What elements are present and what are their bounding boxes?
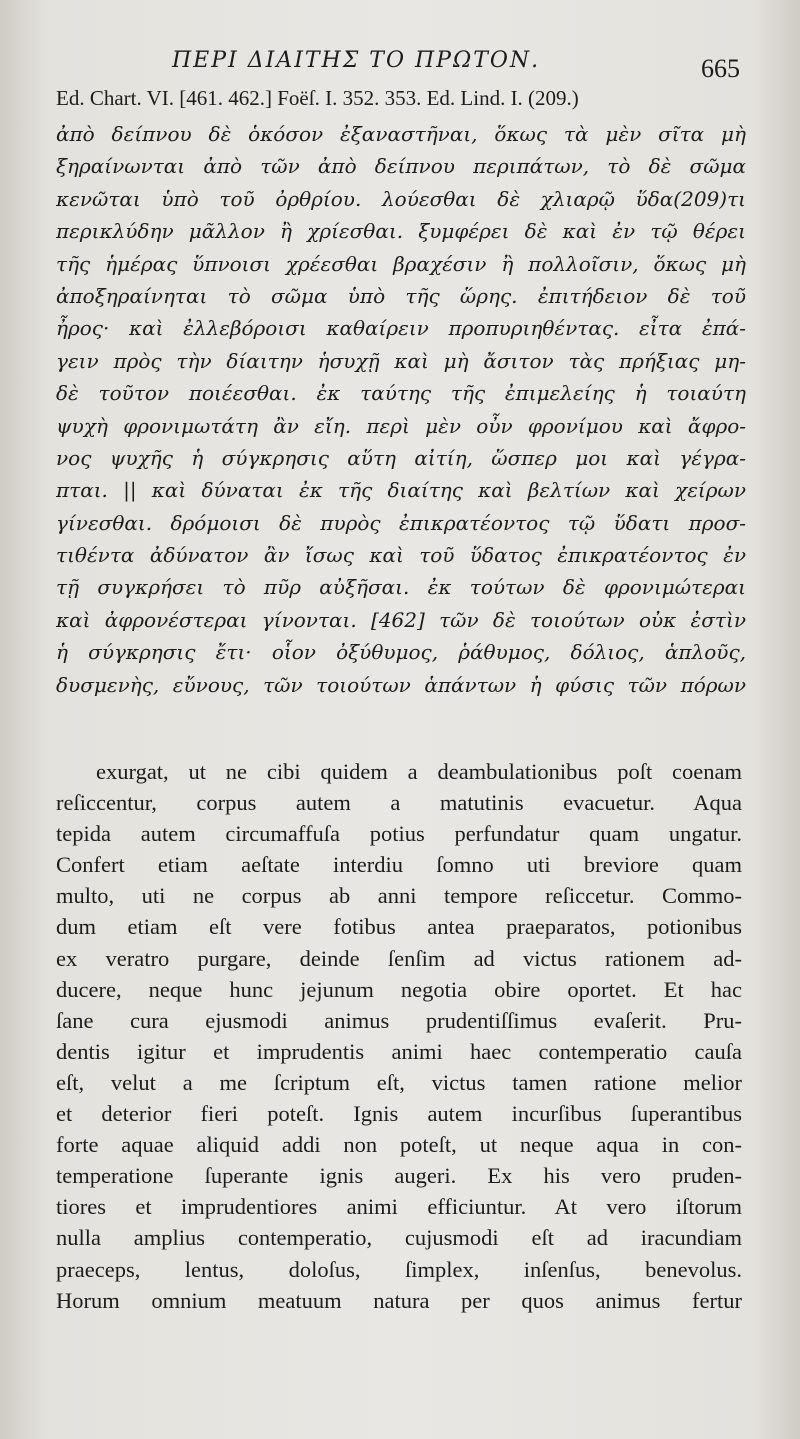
greek-text-line: τιθέντα ἀδύνατον ἂν ἴσως καὶ τοῦ ὕδατος ἐπικρατέοντος ἐν (56, 543, 746, 568)
latin-text-line: ducere, neque hunc jejunum negotia obire oportet. Et hac (56, 976, 742, 1002)
latin-text-block (56, 756, 742, 1316)
latin-text-line: eſt, velut a me ſcriptum eſt, victus tamen ratione melior (56, 1069, 742, 1095)
latin-text-line: tepida autem circumaffuſa potius perfundatur quam ungatur. (56, 821, 742, 847)
latin-text-line: ex veratro purgare, deinde ſenſim ad victus rationem ad- (56, 945, 742, 971)
running-title: ΠΕΡΙ ΔΙΑΙΤΗΣ ΤΟ ΠΡΩΤΟΝ. (172, 48, 541, 73)
running-head (60, 42, 740, 82)
greek-text-block (56, 118, 746, 701)
latin-text-line: praeceps, lentus, doloſus, ſimplex, inſenſus, benevolus. (56, 1256, 742, 1282)
latin-text-line: reſiccentur, corpus autem a matutinis evacuetur. Aqua (56, 790, 742, 816)
greek-text-line: ἦρος· καὶ ἐλλεβόροισι καθαίρειν προπυριηθέντας. εἶτα ἐπά- (56, 316, 746, 341)
latin-text-line: et deterior fieri poteſt. Ignis autem incurſibus ſuperantibus (56, 1101, 742, 1127)
page-number: 665 (701, 54, 740, 83)
latin-text-line: exurgat, ut ne cibi quidem a deambulationibus poſt coenam (96, 759, 742, 784)
greek-text-line: ξηραίνωνται ἀπὸ τῶν ἀπὸ δείπνου περιπάτων, τὸ δὲ σῶμα (56, 154, 746, 179)
latin-text-line: temperatione ſuperante ignis augeri. Ex his vero pruden- (56, 1163, 742, 1189)
greek-text-line: κενῶται ὑπὸ τοῦ ὀρθρίου. λούεσθαι δὲ χλιαρῷ ὕδα(209)τι (56, 186, 746, 211)
latin-text-line: multo, uti ne corpus ab anni tempore reſiccetur. Commo- (56, 883, 742, 909)
greek-text-line: τῆς ἡμέρας ὕπνοισι χρέεσθαι βραχέσιν ἢ πολλοῖσιν, ὅκως μὴ (56, 251, 746, 276)
latin-text-line: tiores et imprudentiores animi efficiuntur. At vero iſtorum (56, 1194, 742, 1220)
greek-text-line: πται. || καὶ δύναται ἐκ τῆς διαίτης καὶ βελτίων καὶ χείρων (56, 478, 746, 503)
greek-text-line: γειν πρὸς τὴν δίαιτην ἡσυχῇ καὶ μὴ ἄσιτον τὰς πρήξιας μη- (56, 348, 746, 373)
greek-text-line: ἀπὸ δείπνου δὲ ὁκόσον ἐξαναστῆναι, ὅκως τὰ μὲν σῖτα μὴ (56, 122, 746, 146)
latin-text-line: Horum omnium meatuum natura per quos animus fertur (56, 1287, 742, 1313)
greek-text-line: γίνεσθαι. δρόμοισι δὲ πυρὸς ἐπικρατέοντος τῷ ὕδατι προσ- (56, 510, 746, 535)
latin-text-line: dum etiam eſt vere fotibus antea praeparatos, potionibus (56, 914, 742, 940)
greek-text-line: τῇ συγκρήσει τὸ πῦρ αὐξῆσαι. ἐκ τούτων δὲ φρονιμώτεραι (56, 575, 746, 600)
latin-text-line: dentis igitur et imprudentis animi haec contemperatio cauſa (56, 1038, 742, 1064)
greek-text-line: ἀποξηραίνηται τὸ σῶμα ὑπὸ τῆς ὥρης. ἐπιτήδειον δὲ τοῦ (56, 283, 746, 308)
greek-text-line: περικλύδην μᾶλλον ἢ χρίεσθαι. ξυμφέρει δὲ καὶ ἐν τῷ θέρει (56, 219, 746, 244)
greek-text-line: καὶ ἀφρονέστεραι γίνονται. [462] τῶν δὲ τοιούτων οὐκ ἐστὶν (56, 607, 746, 632)
latin-text-line: nulla amplius contemperatio, cujusmodi eſt ad iracundiam (56, 1225, 742, 1251)
latin-text-line: Confert etiam aeſtate interdiu ſomno uti breviore quam (56, 852, 742, 878)
greek-text-line: νος ψυχῆς ἡ σύγκρησις αὕτη αἰτίη, ὥσπερ μοι καὶ γέγρα- (56, 445, 746, 470)
greek-text-line: δὲ τοῦτον ποιέεσθαι. ἐκ ταύτης τῆς ἐπιμελείης ἡ τοιαύτη (56, 381, 746, 406)
latin-text-line: ſane cura ejusmodi animus prudentiſſimus evaſerit. Pru- (56, 1007, 742, 1033)
greek-text-line: ψυχὴ φρονιμωτάτη ἂν εἴη. περὶ μὲν οὖν φρονίμου καὶ ἄφρο- (56, 413, 746, 438)
latin-text-line: forte aquae aliquid addi non poteſt, ut neque aqua in con- (56, 1132, 742, 1158)
greek-text-line: δυσμενὴς, εὔνους, τῶν τοιούτων ἁπάντων ἡ φύσις τῶν πόρων (56, 672, 746, 697)
greek-text-line: ἡ σύγκρησις ἔτι· οἷον ὀξύθυμος, ῥάθυμος, δόλιος, ἁπλοῦς, (56, 640, 746, 665)
edition-reference-line: Ed. Chart. VI. [461. 462.] Foëſ. I. 352. 353. Ed. Lind. I. (209.) (56, 86, 579, 110)
